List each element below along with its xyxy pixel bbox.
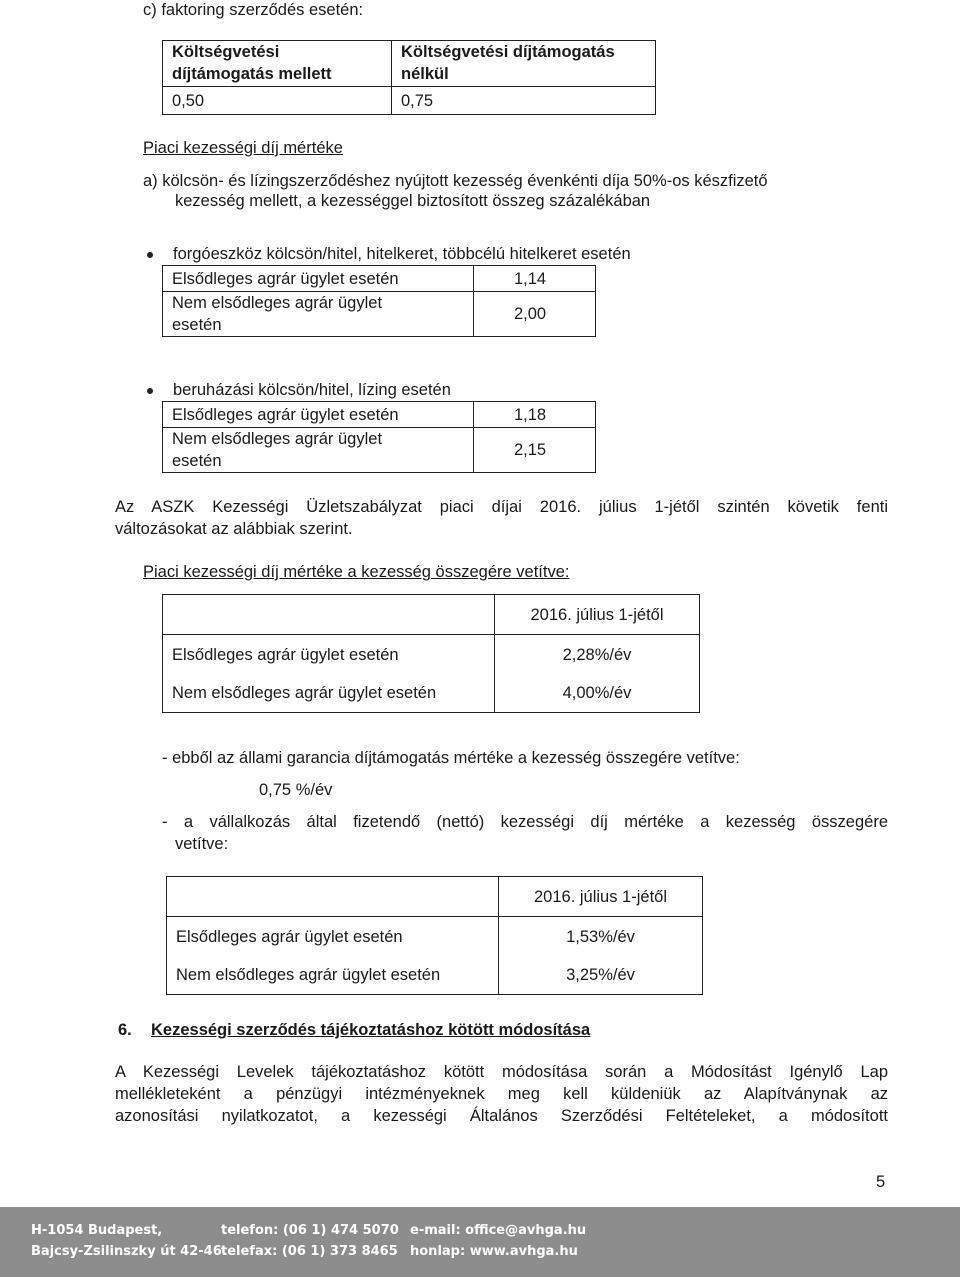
page-footer <box>0 1207 960 1277</box>
table4-row1-value: 1,53%/év <box>499 917 703 957</box>
beruh-row1-label: Elsődleges agrár ügylet esetén <box>163 402 474 428</box>
beruh-row1-value: 1,18 <box>474 402 596 428</box>
dash1-value: 0,75 %/év <box>259 781 333 799</box>
table4-row2-label: Nem elsődleges agrár ügylet esetén <box>167 956 499 995</box>
table-subsidy <box>162 40 656 115</box>
table3-row2-label: Nem elsődleges agrár ügylet esetén <box>163 674 495 713</box>
table3-row1-label: Elsődleges agrár ügylet esetén <box>163 635 495 675</box>
bullet-1-label: forgóeszköz kölcsön/hitel, hitelkeret, többcélú hitelkeret esetén <box>173 245 631 263</box>
piaci-a-line2: kezesség mellett, a kezességgel biztosított összeg százalékában <box>175 192 651 210</box>
beruh-row2-label <box>163 428 474 473</box>
piaci-a-line1: a) kölcsön- és lízingszerződéshez nyújtott kezesség évenkénti díja 50%-os készfizető <box>143 172 768 190</box>
section6-title: Kezességi szerződés tájékoztatáshoz kötött módosítása <box>151 1021 591 1039</box>
bullet-1-icon <box>147 252 153 258</box>
forgo-row1-value: 1,14 <box>474 266 596 292</box>
table4-row2-value: 3,25%/év <box>499 956 703 995</box>
forgo-row2-label-line1: Nem elsődleges agrár ügylet <box>172 294 383 312</box>
table4-empty-cell <box>167 877 499 917</box>
table-forgoeszkoz <box>162 265 596 337</box>
dash2-line2: vetítve: <box>175 835 229 853</box>
piaci-title: Piaci kezességi díj mértéke <box>143 139 343 157</box>
forgo-row2-label <box>163 292 474 337</box>
section-c-heading: c) faktoring szerződés esetén: <box>143 1 364 19</box>
beruh-row2-value: 2,15 <box>474 428 596 473</box>
section6-line2: mellékleteként a pénzügyi intézményeknek meg kell küldeniük az Alapítványnak az <box>115 1085 888 1103</box>
table-subsidy-header-with <box>163 41 392 87</box>
table3-header: 2016. július 1-jétől <box>495 595 700 635</box>
table4-row1-label: Elsődleges agrár ügylet esetén <box>167 917 499 957</box>
table-nettó-2016 <box>166 876 703 995</box>
forgo-row1-label: Elsődleges agrár ügylet esetén <box>163 266 474 292</box>
beruh-row2-label-line2: esetén <box>172 452 222 470</box>
footer-website: honlap: www.avhga.hu <box>410 1244 578 1259</box>
section6-line3: azonosítási nyilatkozatot, a kezességi Általános Szerződési Feltételeket, a módosított <box>115 1107 888 1125</box>
footer-telefax: telefax: (06 1) 373 8465 <box>221 1244 398 1259</box>
aszk-line2: változásokat az alábbiak szerint. <box>115 520 353 538</box>
footer-address-line2: Bajcsy-Zsilinszky út 42-46. <box>31 1244 227 1259</box>
table-beruhazasi <box>162 401 596 473</box>
footer-email: e-mail: office@avhga.hu <box>410 1223 587 1238</box>
forgo-row2-label-line2: esetén <box>172 316 222 334</box>
value-with: 0,50 <box>163 87 392 115</box>
header-with-line1: Költségvetési <box>172 43 280 61</box>
dash1-text: - ebből az állami garancia díjtámogatás mértéke a kezesség összegére vetítve: <box>162 749 740 767</box>
footer-telephone: telefon: (06 1) 474 5070 <box>221 1223 399 1238</box>
header-without-line2: nélkül <box>401 65 449 83</box>
section6-line1: A Kezességi Levelek tájékoztatáshoz kötött módosítása során a Módosítást Igénylő Lap <box>115 1063 888 1081</box>
header-without-line1: Költségvetési díjtámogatás <box>401 43 615 61</box>
table3-title: Piaci kezességi díj mértéke a kezesség összegére vetítve: <box>143 563 570 581</box>
table3-empty-cell <box>163 595 495 635</box>
bullet-2-icon <box>147 388 153 394</box>
aszk-line1: Az ASZK Kezességi Üzletszabályzat piaci díjai 2016. július 1-jétől szintén követik fenti <box>115 498 888 516</box>
forgo-row2-value: 2,00 <box>474 292 596 337</box>
section6-number: 6. <box>118 1021 132 1039</box>
dash2-line1: - a vállalkozás által fizetendő (nettó) kezességi díj mértéke a kezesség összegére <box>162 813 888 831</box>
header-with-line2: díjtámogatás mellett <box>172 65 332 83</box>
value-without: 0,75 <box>392 87 656 115</box>
footer-address-line1: H-1054 Budapest, <box>31 1223 163 1238</box>
table-piaci-2016 <box>162 594 700 713</box>
beruh-row2-label-line1: Nem elsődleges agrár ügylet <box>172 430 383 448</box>
table3-row1-value: 2,28%/év <box>495 635 700 675</box>
page-number: 5 <box>876 1173 886 1191</box>
table4-header: 2016. július 1-jétől <box>499 877 703 917</box>
bullet-2-label: beruházási kölcsön/hitel, lízing esetén <box>173 381 451 399</box>
table3-row2-value: 4,00%/év <box>495 674 700 713</box>
table-subsidy-header-without <box>392 41 656 87</box>
